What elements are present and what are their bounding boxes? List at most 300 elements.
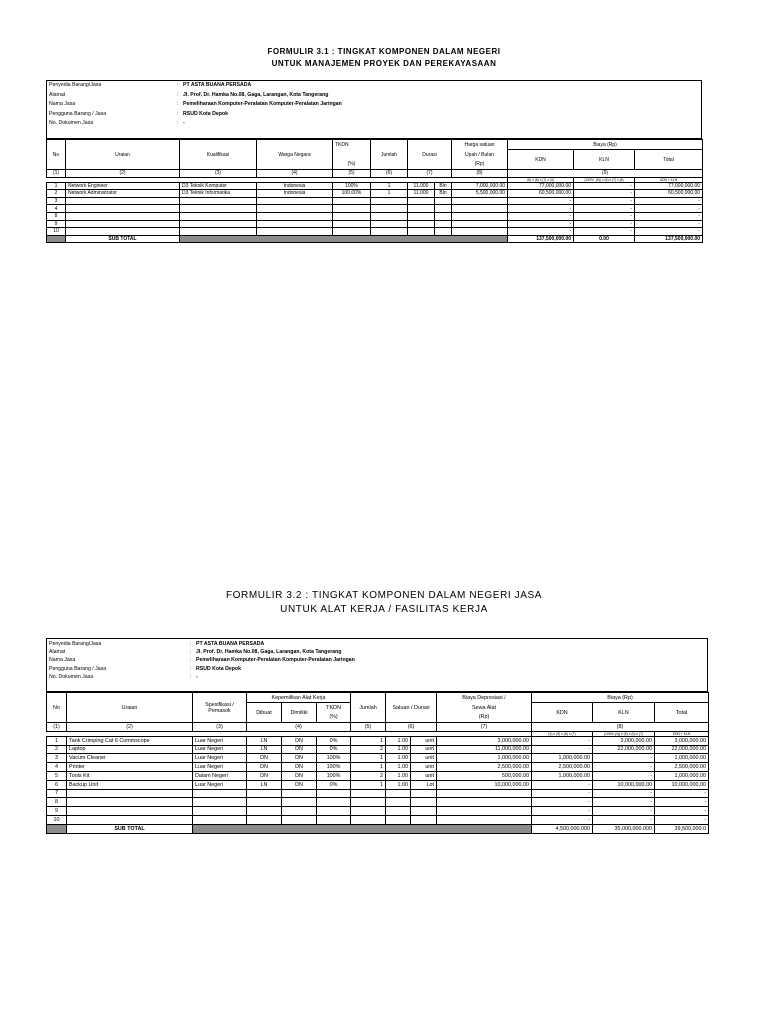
cell-kualifikasi: D3 Teknik Komputer [180,182,257,190]
cell-no: 5 [47,771,67,780]
cell-dimiliki [282,789,317,798]
cell-satuan: unit [411,771,437,780]
cell-spesifikasi: Luar Negeri [193,763,247,772]
cell-biaya: 3,000,000.00 [437,736,532,745]
cell-satuan: unit [411,745,437,754]
cell-spesifikasi: Luar Negeri [193,754,247,763]
cell-durasi [408,197,435,205]
cell-dimiliki: DN [282,745,317,754]
cell-uraian: Laptop [67,745,193,754]
cell-kdn: - [532,807,593,816]
colnum: (6) [386,723,437,732]
table-row [47,212,703,220]
cell-uraian [66,220,180,228]
info-value: Pemeliharaan Komputer-Peralatan Komputer-Peralatan Jaringan [183,101,342,108]
cell-tkdn [333,228,371,236]
cell-uraian [66,228,180,236]
cell-durasi: 1.00 [386,763,411,772]
cell-spesifikasi [193,807,247,816]
cell-uraian: Network Administrator [66,190,180,198]
cell-spesifikasi: Dalam Negeri [193,771,247,780]
cell-kln: - [574,197,635,205]
cell-tkdn [317,798,351,807]
form2-subtitle: UNTUK ALAT KERJA / FASILITAS KERJA [280,604,488,615]
cell-dimiliki: DN [282,780,317,789]
header-spesifikasi [193,693,247,723]
cell-warga: Indonesia [257,190,333,198]
cell-total: - [655,807,709,816]
cell-uraian: Tank Crimping Cat 6 Commscope [67,736,193,745]
header-biaya: Biaya (Rp) [508,140,703,150]
info-value: Jl. Prof. Dr. Hamka No.08, Gaga, Larangan, Kota Tangerang [196,649,342,656]
cell-harga [452,197,508,205]
cell-kln: - [593,754,655,763]
colnum: (2) [67,723,193,732]
formula-kdn: (4) x (5) x (6) x (7) [532,731,593,736]
cell-kdn: 1,000,000.00 [532,771,593,780]
cell-harga [452,228,508,236]
cell-jumlah [371,220,408,228]
header-jumlah: Jumlah [351,693,386,723]
cell-kln: - [574,220,635,228]
cell-durasi [386,789,411,798]
colnum: (1) [47,170,66,178]
form1-subtitle: UNTUK MANAJEMEN PROYEK DAN PEREKAYASAAN [271,59,497,68]
cell-harga [452,205,508,213]
cell-biaya [437,815,532,824]
cell-no: 8 [47,212,66,220]
cell-total: 60,500,000.00 [635,190,703,198]
table-row [47,205,703,213]
cell-no: 6 [47,780,67,789]
cell-harga: 7,000,000.00 [452,182,508,190]
table-row [47,182,703,190]
colnum: (1) [47,723,67,732]
cell-spesifikasi: Luar Negeri [193,736,247,745]
table-row [47,228,703,236]
cell-total: - [655,815,709,824]
cell-warga [257,228,333,236]
cell-no: 4 [47,205,66,213]
header-tkdn-pct: (%) [317,713,351,723]
cell-kualifikasi [180,220,257,228]
cell-kdn: 77,000,000.00 [508,182,574,190]
cell-total: 2,500,000.00 [655,763,709,772]
cell-dibuat [247,807,282,816]
cell-satuan: Bln [435,182,452,190]
cell-satuan: unit [411,754,437,763]
info-value: PT ASTA BUANA PERSADA [183,82,252,88]
cell-total: 77,000,000.00 [635,182,703,190]
cell-no: 7 [47,789,67,798]
cell-kln: 22,000,000.00 [593,745,655,754]
cell-no: 1 [47,736,67,745]
header-harga-1: Harga satuan [452,140,508,150]
colnum: (4) [247,723,351,732]
cell-satuan [411,815,437,824]
colnum: (5) [351,723,386,732]
cell-uraian [66,197,180,205]
info-value: - [196,673,198,680]
cell-uraian [66,205,180,213]
colnum: (4) [257,170,333,178]
cell-dibuat: LN [247,745,282,754]
colnum: (8) [532,723,709,732]
cell-no: 10 [47,228,66,236]
cell-dibuat [247,789,282,798]
info-colon: : [190,641,192,647]
cell-kualifikasi: D3 Teknik Informatika [180,190,257,198]
cell-jumlah: 1 [371,190,408,198]
cell-harga: 5,500,000.00 [452,190,508,198]
cell-biaya [437,807,532,816]
cell-durasi: 1.00 [386,771,411,780]
colnum: (3) [180,170,257,178]
table-row [47,780,709,789]
cell-uraian [67,807,193,816]
table-row [47,771,709,780]
header-kdn: KDN [532,703,593,723]
cell-kln: - [593,815,655,824]
cell-kualifikasi [180,228,257,236]
info-colon: : [177,110,179,117]
header-biaya-dep-1: Biaya Depresiasi / [437,693,532,703]
cell-tkdn [333,197,371,205]
cell-total: 10,000,000.00 [655,780,709,789]
cell-kdn: - [532,736,593,745]
formula-total: KDN + KLN [635,177,703,182]
cell-jumlah: 1 [371,182,408,190]
subtotal-kdn: 4,500,000.000 [532,824,593,833]
header-spesifikasi-1: Spesifikasi / [205,701,234,708]
header-total: Total [635,150,703,170]
cell-durasi [408,228,435,236]
subtotal-row [47,235,703,243]
header-no: No [47,693,67,723]
cell-uraian: Printer [67,763,193,772]
formula-total: KDN + KLN [655,731,709,736]
cell-warga: Indonesia [257,182,333,190]
cell-biaya: 500,000.00 [437,771,532,780]
form2-table [46,692,709,834]
header-dimiliki: Dimiliki [282,703,317,723]
header-tkdn-pct: (%) [333,160,371,170]
info-label: Penyedia Barang/Jasa [49,82,102,88]
cell-durasi: 11.000 [408,190,435,198]
cell-tkdn: 100% [317,763,351,772]
cell-kln: 3,000,000.00 [593,736,655,745]
cell-satuan [435,228,452,236]
cell-dimiliki: DN [282,763,317,772]
cell-jumlah [351,807,386,816]
cell-kualifikasi [180,212,257,220]
info-colon: : [190,673,192,680]
form1-info-box [46,80,702,139]
info-label: No. Dokumen Jasa [49,120,94,127]
cell-durasi: 1.00 [386,754,411,763]
colnum: (3) [193,723,247,732]
cell-spesifikasi [193,798,247,807]
info-colon: : [177,82,179,88]
cell-total: 3,000,000.00 [655,736,709,745]
cell-kln: - [593,789,655,798]
header-kdn: KDN [508,150,574,170]
cell-tkdn: 0% [317,736,351,745]
info-label: Nama Jasa [49,657,76,664]
formula-kln: (100% -(5)) x (6) x (7) x (8) [574,177,635,182]
header-dibuat: Dibuat [247,703,282,723]
info-label: Alamat [49,91,66,98]
cell-kdn: - [508,220,574,228]
cell-dimiliki: DN [282,736,317,745]
cell-dimiliki [282,798,317,807]
formula-kln: (100%-(4)) x (5) x (6) x (7) [593,731,655,736]
header-biaya: Biaya (Rp) [532,693,709,703]
header-kepemilikan: Kepemilikan Alat Kerja [247,693,351,703]
cell-biaya: 11,000,000.00 [437,745,532,754]
cell-biaya [437,798,532,807]
cell-kdn: - [508,212,574,220]
cell-kdn: 60,500,000.00 [508,190,574,198]
subtotal-shaded [180,235,508,243]
header-total: Total [655,703,709,723]
cell-durasi [386,798,411,807]
cell-kdn: - [508,205,574,213]
info-label: Nama Jasa [49,101,76,108]
cell-tkdn [317,789,351,798]
cell-kln: - [593,771,655,780]
colnum: (8) [452,170,508,178]
cell-durasi: 1.00 [386,736,411,745]
cell-dibuat [247,815,282,824]
table-row [47,220,703,228]
cell-tkdn: 0% [317,780,351,789]
cell-uraian [67,815,193,824]
cell-tkdn: 100% [317,754,351,763]
cell-dibuat: DN [247,771,282,780]
cell-tkdn [333,205,371,213]
cell-jumlah [371,205,408,213]
cell-no: 3 [47,754,67,763]
cell-total: - [635,197,703,205]
cell-no: 9 [47,220,66,228]
cell-satuan [435,205,452,213]
cell-kln: - [574,182,635,190]
cell-no: 10 [47,815,67,824]
cell-kln: - [574,190,635,198]
info-label: Alamat [49,649,66,656]
info-colon: : [177,101,179,108]
cell-dibuat: LN [247,736,282,745]
cell-tkdn [333,212,371,220]
cell-no: 2 [47,745,67,754]
header-biaya-dep-2: Sewa Alat [437,703,532,713]
subtotal-row [47,824,709,833]
cell-no: 2 [47,190,66,198]
table-row [47,754,709,763]
cell-dibuat: DN [247,763,282,772]
info-value: Jl. Prof. Dr. Hamka No.08, Gaga, Larangan, Kota Tangerang [183,91,329,98]
cell-kln: 10,000,000.00 [593,780,655,789]
cell-uraian [66,212,180,220]
cell-total: - [635,228,703,236]
subtotal-blank [47,235,66,243]
header-warga-negara: Warga Negara [257,140,333,170]
table-row [47,763,709,772]
cell-dibuat [247,798,282,807]
cell-satuan [411,798,437,807]
header-spesifikasi-2: Pemasok [208,707,231,714]
cell-total: - [635,220,703,228]
subtotal-total: 137,500,000.00 [635,235,703,243]
cell-tkdn [333,220,371,228]
subtotal-kdn: 137,500,000.00 [508,235,574,243]
cell-kdn: 2,500,000.00 [532,763,593,772]
cell-dimiliki [282,807,317,816]
table-row [47,789,709,798]
cell-jumlah [371,228,408,236]
cell-kualifikasi [180,205,257,213]
cell-kln: - [574,205,635,213]
cell-kln: - [593,763,655,772]
cell-uraian: Backup Unit [67,780,193,789]
cell-tkdn: 100.00% [333,190,371,198]
cell-satuan [435,220,452,228]
cell-no: 4 [47,763,67,772]
colnum: (7) [408,170,452,178]
cell-tkdn [317,815,351,824]
cell-jumlah: 1 [351,780,386,789]
table-row [47,807,709,816]
cell-kln: - [574,228,635,236]
cell-durasi [408,212,435,220]
cell-jumlah: 2 [351,771,386,780]
cell-kdn: 1,000,000.00 [532,754,593,763]
cell-biaya: 10,000,000.00 [437,780,532,789]
colnum: (9) [508,170,703,178]
info-label: Penyedia Barang/Jasa [49,641,102,647]
subtotal-shaded [193,824,532,833]
subtotal-blank [47,824,67,833]
cell-total: - [655,789,709,798]
cell-dimiliki: DN [282,771,317,780]
cell-total: - [655,798,709,807]
colnum: (2) [66,170,180,178]
cell-no: 1 [47,182,66,190]
cell-warga [257,205,333,213]
cell-uraian [67,798,193,807]
cell-total: 22,000,000.00 [655,745,709,754]
cell-dimiliki: DN [282,754,317,763]
header-tkdn: TKDN [333,140,371,150]
info-value: - [183,120,185,127]
cell-durasi [386,807,411,816]
cell-satuan: Lot [411,780,437,789]
cell-uraian: Network Engineer [66,182,180,190]
cell-jumlah [351,789,386,798]
cell-jumlah: 1 [351,763,386,772]
info-colon: : [177,91,179,98]
header-jumlah: Jumlah [371,140,408,170]
header-uraian: Uraian [67,693,193,723]
cell-jumlah: 1 [351,754,386,763]
info-value: RSUD Kota Depok [196,665,241,672]
cell-kdn: - [508,228,574,236]
cell-uraian [67,789,193,798]
subtotal-total: 39,500,000.0 [655,824,709,833]
colnum: (6) [371,170,408,178]
form1-table [46,139,703,243]
cell-harga [452,220,508,228]
info-value: PT ASTA BUANA PERSADA [196,641,265,647]
subtotal-label: SUB TOTAL [67,824,193,833]
cell-tkdn: 0% [317,745,351,754]
info-value: RSUD Kota Depok [183,110,228,117]
colnum: (5) [333,170,371,178]
cell-spesifikasi [193,815,247,824]
cell-jumlah [371,212,408,220]
cell-kualifikasi [180,197,257,205]
subtotal-kln: 35,000,000.000 [593,824,655,833]
header-durasi: Durasi [408,140,452,170]
info-value: Pemeliharaan Komputer-Peralatan Komputer-Peralatan Jaringan [196,657,355,664]
cell-harga [452,212,508,220]
form2-info-box [46,638,708,692]
cell-dimiliki [282,815,317,824]
cell-dibuat: LN [247,780,282,789]
cell-total: 1,000,000.00 [655,754,709,763]
cell-total: - [635,212,703,220]
info-label: Pengguna Barang / Jasa [49,110,107,117]
cell-satuan [411,789,437,798]
cell-jumlah [351,815,386,824]
cell-jumlah [351,798,386,807]
cell-satuan [435,212,452,220]
formula-kdn: (6) x (8) x (7) x (4) [508,177,574,182]
header-harga-3: (Rp) [452,160,508,170]
cell-kdn: - [532,745,593,754]
cell-durasi: 11.000 [408,182,435,190]
cell-durasi: 1.00 [386,780,411,789]
cell-dibuat: DN [247,754,282,763]
cell-spesifikasi: Luar Negeri [193,745,247,754]
cell-tkdn [317,807,351,816]
cell-no: 3 [47,197,66,205]
cell-no: 8 [47,798,67,807]
header-no: No [47,140,66,170]
header-satuan-durasi: Satuan / Durasi [386,693,437,723]
cell-total: 1,000,000.00 [655,771,709,780]
cell-total: - [635,205,703,213]
table-row [47,736,709,745]
cell-biaya: 2,500,000.00 [437,763,532,772]
cell-satuan [435,197,452,205]
cell-tkdn: 100% [333,182,371,190]
cell-satuan [411,807,437,816]
cell-kdn: - [532,789,593,798]
cell-kln: - [574,212,635,220]
table-row [47,190,703,198]
cell-no: 9 [47,807,67,816]
table-row [47,197,703,205]
cell-kln: - [593,807,655,816]
cell-warga [257,197,333,205]
cell-durasi: 1.00 [386,745,411,754]
cell-jumlah: 2 [351,745,386,754]
info-colon: : [177,120,179,127]
cell-jumlah [371,197,408,205]
header-kln: KLN [574,150,635,170]
